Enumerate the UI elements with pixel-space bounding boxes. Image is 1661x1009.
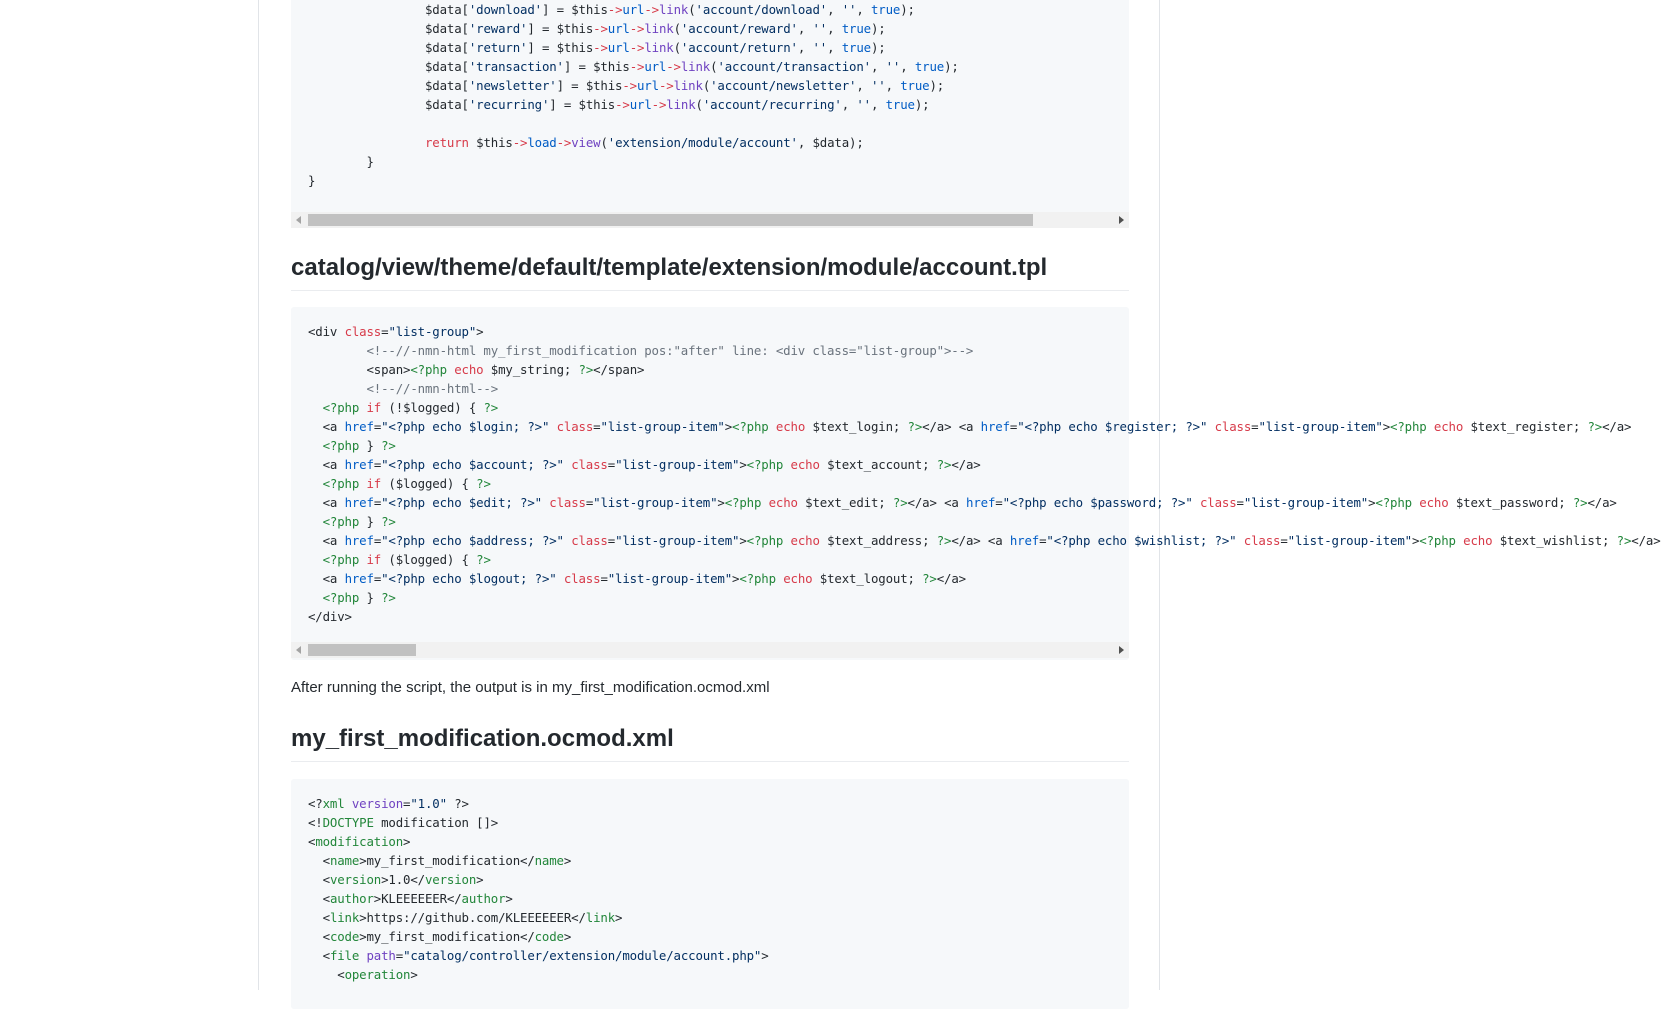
horizontal-scrollbar[interactable] [291, 642, 1129, 658]
code-content: <div class="list-group"> <!--//-nmn-html my_first_modification pos:"after" line: <div class="list-group">--> <span><?php echo $my_string; ?></span> <!--//-nmn-html--> <?php if (!$logged) { ?> <a href="<?php echo $login; ?>" class="list-group-item"><?php echo $text_login; ?></a> <a href="<?php echo $register; ?>" class="list-group-item"><?php echo $text_register; ?></a> <?php } ?> <a href="<?php echo $account; ?>" class="list-group-item"><?php echo $text_account; ?></a> <?php if ($logged) { ?> <a href="<?php echo $edit; ?>" class="list-group-item"><?php echo $text_edit; ?></a> <a href="<?php echo $password; ?>" class="list-group-item"><?php echo $text_password; ?></a> <?php } ?> <a href="<?php echo $address; ?>" class="list-group-item"><?php echo $text_address; ?></a> <a href="<?php echo $wishlist; ?>" class="list-group-item"><?php echo $text_wishlist; ?></a> <?php if ($logged) { ?> <a href="<?php echo $logout; ?>" class="list-group-item"><?php echo $text_logout; ?></a> <?php } ?> </div> [308, 324, 1661, 624]
code-content: <?xml version="1.0" ?> <!DOCTYPE modification []> <modification> <name>my_first_modification</name> <version>1.0</version> <author>KLEEEEEER</author> <link>https://github.com/KLEEEEEER</link> <code>my_first_modification</code> <file path="catalog/controller/extension/module/account.php"> <operation> [308, 796, 769, 982]
scrollbar-thumb[interactable] [308, 644, 416, 656]
output-paragraph: After running the script, the output is in my_first_modification.ocmod.xml [291, 679, 770, 696]
horizontal-scrollbar[interactable] [291, 212, 1129, 228]
code-block-tpl [291, 307, 1661, 660]
heading-xml-file: my_first_modification.ocmod.xml [291, 724, 1129, 762]
article-body [258, 0, 1661, 990]
scroll-right-icon[interactable] [1119, 216, 1124, 224]
scroll-right-icon[interactable] [1119, 646, 1124, 654]
scroll-left-icon[interactable] [296, 646, 301, 654]
scrollbar-thumb[interactable] [308, 214, 1033, 226]
scroll-left-icon[interactable] [296, 216, 301, 224]
heading-tpl-file: catalog/view/theme/default/template/extension/module/account.tpl [291, 253, 1129, 291]
code-block-controller [291, 0, 1129, 228]
code-content: $data['download'] = $this->url->link('account/download', '', true); $data['reward'] = $this->url->link('account/reward', '', true); $data['return'] = $this->url->link('account/return', '', true); $data['transaction'] = $this->url->link('account/transaction', '', true); $data['newsletter'] = $this->url->link('account/newsletter', '', true); $data['recurring'] = $this->url->link('account/recurring', '', true); return $this->load->view('extension/module/account', $data); } } [308, 2, 959, 188]
code-block-xml [291, 779, 1129, 1009]
